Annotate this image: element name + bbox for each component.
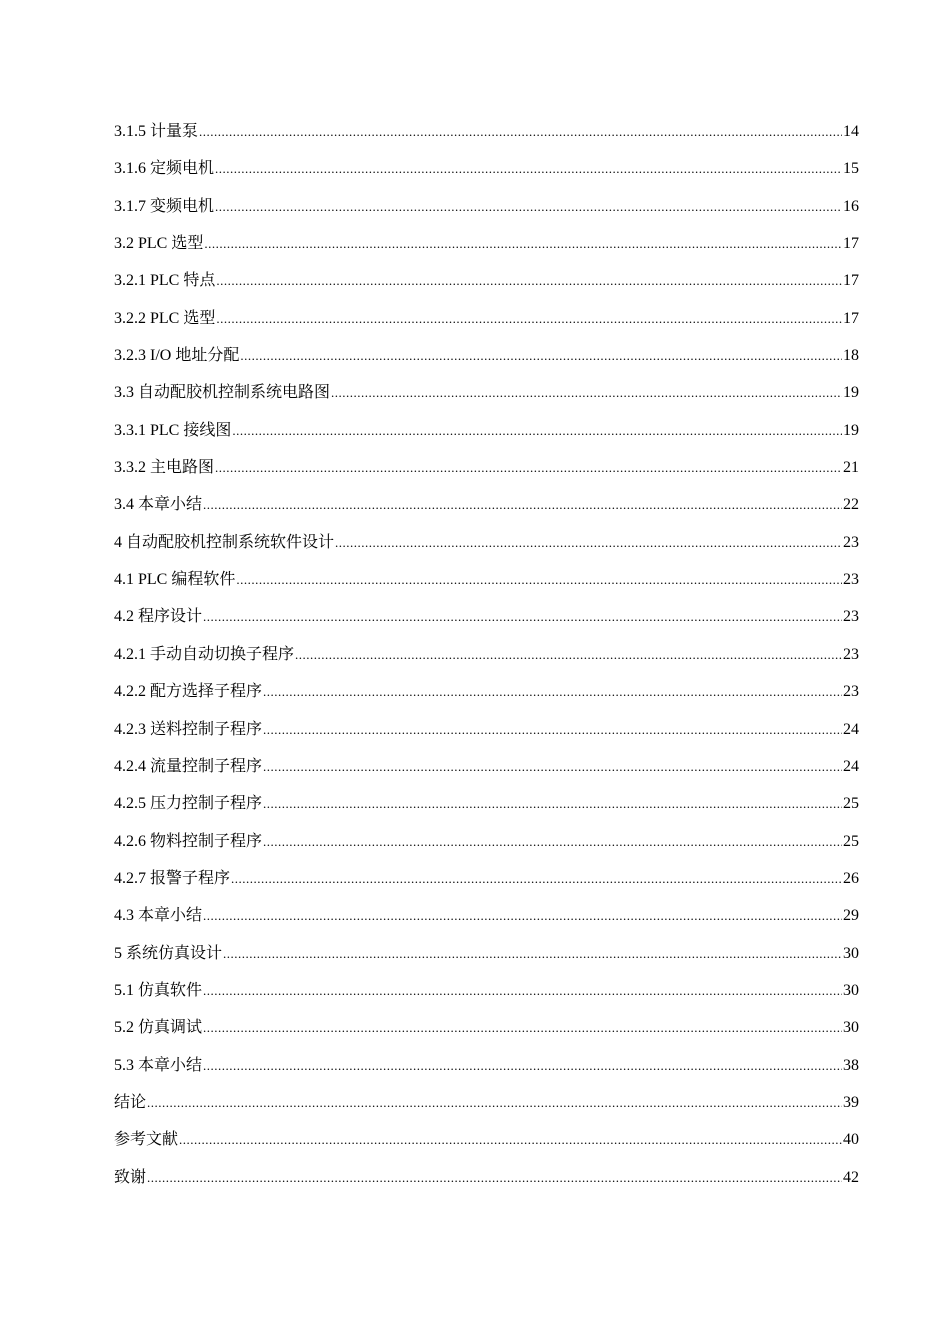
- toc-entry[interactable]: [114, 1166, 859, 1203]
- dot-leader: [295, 643, 842, 667]
- toc-entry-title: 3.3.1 PLC 接线图: [114, 421, 232, 439]
- toc-entry[interactable]: [114, 755, 859, 792]
- toc-entry-page: 14: [843, 123, 859, 140]
- dot-leader: [263, 755, 842, 779]
- dot-leader: [240, 344, 842, 368]
- toc-entry[interactable]: [114, 643, 859, 680]
- toc-entry-title: 3.1.6 定频电机: [114, 160, 215, 178]
- toc-entry-title: 4 自动配胶机控制系统软件设计: [114, 533, 335, 551]
- dot-leader: [223, 942, 842, 966]
- toc-entry[interactable]: [114, 269, 859, 306]
- dot-leader: [203, 1016, 842, 1040]
- toc-entry-page: 29: [843, 907, 859, 925]
- toc-entry-page: 38: [843, 1056, 859, 1074]
- toc-entry-title: 4.3 本章小结: [114, 907, 203, 925]
- toc-entry-title: 结论: [114, 1093, 147, 1111]
- toc-entry-page: 40: [843, 1131, 859, 1149]
- toc-entry-title: 4.1 PLC 编程软件: [114, 571, 236, 589]
- toc-entry-title: 4.2 程序设计: [114, 608, 203, 626]
- toc-entry-title: 4.2.1 手动自动切换子程序: [114, 645, 295, 663]
- toc-entry-page: 25: [843, 832, 859, 850]
- toc-entry-title: 致谢: [114, 1168, 147, 1186]
- toc-entry-page: 23: [843, 683, 859, 701]
- dot-leader: [215, 456, 842, 480]
- toc-entry[interactable]: [114, 381, 859, 418]
- toc-entry-page: 22: [843, 496, 859, 514]
- toc-entry-page: 42: [843, 1168, 859, 1186]
- toc-entry-title: 3.3 自动配胶机控制系统电路图: [114, 384, 331, 402]
- toc-entry-page: 17: [843, 235, 859, 253]
- toc-entry-page: 23: [843, 645, 859, 663]
- toc-entry-title: 3.1.7 变频电机: [114, 197, 215, 215]
- toc-entry-page: 19: [843, 384, 859, 402]
- toc-entry-page: 24: [843, 720, 859, 738]
- dot-leader: [215, 195, 842, 219]
- toc-entry-page: 18: [843, 347, 859, 365]
- toc-entry-title: 3.2.1 PLC 特点: [114, 272, 216, 290]
- toc-entry[interactable]: [114, 344, 859, 381]
- toc-entry[interactable]: [114, 157, 859, 194]
- toc-entry-page: 21: [843, 459, 859, 477]
- toc-entry-page: 16: [843, 197, 859, 215]
- dot-leader: [263, 680, 842, 704]
- toc-entry[interactable]: [114, 120, 859, 157]
- toc-entry[interactable]: [114, 792, 859, 829]
- toc-entry-page: 24: [843, 757, 859, 775]
- dot-leader: [203, 979, 842, 1003]
- toc-entry[interactable]: [114, 1016, 859, 1053]
- dot-leader: [263, 830, 842, 854]
- toc-entry[interactable]: [114, 904, 859, 941]
- toc-entry-title: 5.2 仿真调试: [114, 1019, 203, 1037]
- dot-leader: [216, 269, 842, 293]
- toc-entry-page: 17: [843, 309, 859, 327]
- toc-entry-title: 5.3 本章小结: [114, 1056, 203, 1074]
- toc-entry-title: 4.2.5 压力控制子程序: [114, 795, 263, 813]
- dot-leader: [147, 1091, 842, 1115]
- dot-leader: [232, 419, 842, 443]
- dot-leader: [216, 307, 842, 331]
- toc-entry-page: 26: [843, 869, 859, 887]
- toc-entry-page: 23: [843, 533, 859, 551]
- toc-entry[interactable]: [114, 307, 859, 344]
- dot-leader: [203, 904, 842, 928]
- toc-entry-title: 3.3.2 主电路图: [114, 459, 215, 477]
- toc-entry[interactable]: [114, 680, 859, 717]
- toc-entry-title: 3.4 本章小结: [114, 496, 203, 514]
- dot-leader: [203, 1054, 842, 1078]
- toc-entry[interactable]: [114, 493, 859, 530]
- toc-entry[interactable]: [114, 942, 859, 979]
- toc-entry[interactable]: [114, 605, 859, 642]
- toc-entry[interactable]: [114, 867, 859, 904]
- toc-entry-title: 3.1.5 计量泵: [114, 123, 199, 140]
- toc-entry-page: 25: [843, 795, 859, 813]
- toc-entry-title: 4.2.3 送料控制子程序: [114, 720, 263, 738]
- dot-leader: [231, 867, 842, 891]
- dot-leader: [263, 718, 842, 742]
- toc-entry[interactable]: [114, 718, 859, 755]
- toc-entry[interactable]: [114, 979, 859, 1016]
- dot-leader: [204, 232, 842, 256]
- toc-entry-title: 4.2.7 报警子程序: [114, 869, 231, 887]
- toc-entry-page: 30: [843, 1019, 859, 1037]
- dot-leader: [263, 792, 842, 816]
- toc-entry-title: 3.2 PLC 选型: [114, 235, 204, 253]
- toc-entry-title: 5.1 仿真软件: [114, 981, 203, 999]
- toc-entry-title: 3.2.3 I/O 地址分配: [114, 347, 240, 365]
- dot-leader: [335, 531, 842, 555]
- dot-leader: [215, 157, 842, 181]
- toc-entry-title: 3.2.2 PLC 选型: [114, 309, 216, 327]
- toc-entry-title: 4.2.4 流量控制子程序: [114, 757, 263, 775]
- toc-entry[interactable]: [114, 830, 859, 867]
- toc-entry[interactable]: [114, 531, 859, 568]
- toc-entry-page: 17: [843, 272, 859, 290]
- toc-entry-page: 30: [843, 981, 859, 999]
- toc-entry-title: 5 系统仿真设计: [114, 944, 223, 962]
- dot-leader: [236, 568, 842, 592]
- dot-leader: [179, 1128, 842, 1152]
- toc-entry[interactable]: [114, 419, 859, 456]
- toc-entry-page: 19: [843, 421, 859, 439]
- toc-entry[interactable]: [114, 568, 859, 605]
- toc-entry[interactable]: [114, 456, 859, 493]
- toc-entry[interactable]: [114, 1091, 859, 1128]
- toc-entry[interactable]: [114, 1054, 859, 1091]
- dot-leader: [203, 605, 842, 629]
- toc-entry-page: 30: [843, 944, 859, 962]
- dot-leader: [199, 120, 842, 144]
- toc-entry-title: 参考文献: [114, 1131, 179, 1149]
- table-of-contents: [114, 120, 859, 1203]
- dot-leader: [147, 1166, 842, 1190]
- toc-entry-page: 15: [843, 160, 859, 178]
- toc-entry-title: 4.2.2 配方选择子程序: [114, 683, 263, 701]
- toc-entry[interactable]: [114, 232, 859, 269]
- toc-entry-page: 23: [843, 608, 859, 626]
- toc-entry-page: 39: [843, 1093, 859, 1111]
- dot-leader: [331, 381, 842, 405]
- toc-entry[interactable]: [114, 195, 859, 232]
- toc-entry-title: 4.2.6 物料控制子程序: [114, 832, 263, 850]
- dot-leader: [203, 493, 842, 517]
- toc-entry[interactable]: [114, 1128, 859, 1165]
- toc-entry-page: 23: [843, 571, 859, 589]
